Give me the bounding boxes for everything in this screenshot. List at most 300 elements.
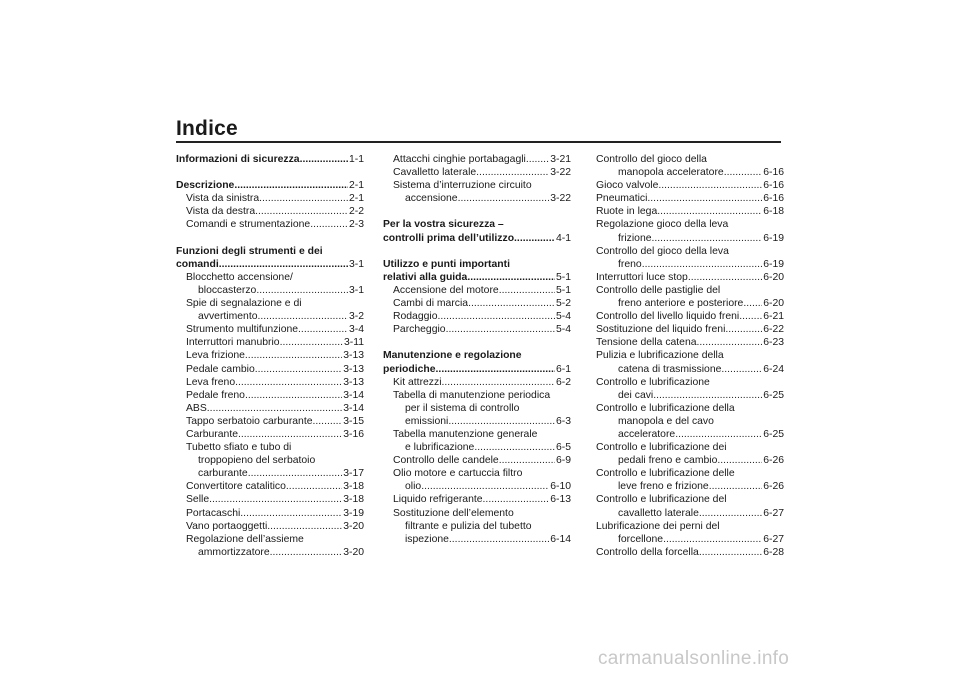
- toc-entry-title: Blocchetto accensione/: [186, 271, 293, 283]
- toc-page-number: 6-16: [763, 193, 784, 205]
- toc-page-number: 3-13: [343, 363, 364, 375]
- dot-leader: [663, 533, 762, 546]
- toc-entry-title: Regolazione dell’assieme: [186, 533, 304, 545]
- toc-entry[interactable]: [596, 205, 784, 218]
- toc-entry-title: Funzioni degli strumenti e dei: [176, 245, 323, 257]
- dot-leader: [699, 546, 762, 559]
- dot-leader: [248, 467, 343, 480]
- toc-entry-title: cavalletto laterale: [618, 507, 699, 519]
- page-title: Indice: [176, 117, 238, 140]
- toc-entry[interactable]: [176, 218, 364, 231]
- toc-section-entry[interactable]: [383, 271, 571, 284]
- toc-spacer: [383, 245, 571, 258]
- toc-entry-title: Comandi e strumentazione: [186, 219, 311, 231]
- toc-page-number: 3-18: [343, 481, 364, 493]
- toc-entry-title: Parcheggio: [393, 324, 446, 336]
- toc-section-entry[interactable]: [176, 258, 364, 271]
- toc-entry[interactable]: [383, 376, 571, 389]
- toc-entry[interactable]: [596, 376, 784, 389]
- toc-entry-title: Pedale cambio: [186, 363, 255, 375]
- toc-entry-title: ammortizzatore: [198, 546, 270, 558]
- toc-entry-title: filtrante e pulizia del tubetto: [405, 520, 532, 532]
- toc-entry-title: Attacchi cinghie portabagagli: [393, 154, 526, 165]
- toc-entry-title: frizione: [618, 232, 652, 244]
- toc-entry-title: Pneumatici: [596, 193, 648, 205]
- toc-entry[interactable]: [596, 153, 784, 166]
- dot-leader: [245, 389, 342, 402]
- toc-entry[interactable]: [176, 507, 364, 520]
- dot-leader: [725, 323, 762, 336]
- dot-leader: [446, 323, 555, 336]
- toc-spacer: [176, 232, 364, 245]
- toc-entry[interactable]: [176, 467, 364, 480]
- toc-entry-title: Tabella manutenzione generale: [393, 428, 538, 440]
- toc-entry[interactable]: [596, 363, 784, 376]
- toc-entry-title: Informazioni di sicurezza: [176, 154, 300, 165]
- toc-entry-title: Controllo della forcella: [596, 546, 699, 558]
- dot-leader: [658, 179, 762, 192]
- dot-leader: [442, 376, 555, 389]
- toc-entry-title: freno anteriore e posteriore: [618, 298, 744, 310]
- toc-entry-title: Sostituzione dell’elemento: [393, 507, 514, 519]
- toc-entry[interactable]: [596, 402, 784, 415]
- dot-leader: [449, 533, 549, 546]
- dot-leader: [721, 363, 762, 376]
- toc-entry-title: Selle: [186, 494, 210, 506]
- dot-leader: [653, 389, 762, 402]
- dot-leader: [257, 310, 347, 323]
- toc-page-number: 6-9: [555, 455, 571, 467]
- toc-entry-title: Pedale freno: [186, 389, 245, 401]
- toc-page-number: 3-14: [343, 389, 364, 401]
- toc-page-number: 3-15: [343, 415, 364, 427]
- toc-entry-title: Controllo del gioco della: [596, 154, 707, 165]
- dot-leader: [207, 402, 342, 415]
- toc-entry[interactable]: [596, 284, 784, 297]
- dot-leader: [280, 336, 343, 349]
- toc-entry-title: bloccasterzo: [198, 284, 257, 296]
- toc-entry-title: leve freno e frizione: [618, 481, 709, 493]
- toc-entry[interactable]: [176, 323, 364, 336]
- toc-entry[interactable]: [596, 493, 784, 506]
- toc-entry-title: Controllo del gioco della leva: [596, 245, 729, 257]
- toc-page-number: 6-16: [763, 180, 784, 192]
- dot-leader: [709, 480, 763, 493]
- toc-page-number: 6-18: [763, 206, 784, 218]
- toc-page-number: 3-19: [343, 507, 364, 519]
- toc-entry-title: Rodaggio: [393, 311, 438, 323]
- dot-leader: [642, 258, 763, 271]
- toc-entry-title: Carburante: [186, 428, 238, 440]
- toc-entry-title: Controllo e lubrificazione dei: [596, 442, 727, 454]
- toc-page-number: 6-16: [763, 167, 784, 179]
- toc-entry-title: Per la vostra sicurezza –: [383, 219, 504, 231]
- toc-entry-title: troppopieno del serbatoio: [198, 455, 316, 467]
- toc-entry[interactable]: [383, 507, 571, 520]
- toc-entry[interactable]: [596, 480, 784, 493]
- toc-page-number: 5-4: [555, 311, 571, 323]
- toc-entry-title: manopola e del cavo: [618, 415, 714, 427]
- toc-page-number: 3-13: [343, 350, 364, 362]
- toc-entry[interactable]: [176, 402, 364, 415]
- toc-entry[interactable]: [596, 323, 784, 336]
- toc-entry[interactable]: [176, 480, 364, 493]
- toc-entry-title: Tappo serbatoio carburante: [186, 415, 313, 427]
- toc-page-number: 6-2: [555, 376, 571, 388]
- toc-entry-title: Vista da sinistra: [186, 193, 260, 205]
- toc-entry-title: catena di trasmissione: [618, 363, 722, 375]
- toc-entry[interactable]: [383, 415, 571, 428]
- toc-spacer: [383, 205, 571, 218]
- toc-entry[interactable]: [383, 166, 571, 179]
- toc-page-number: 6-10: [550, 481, 571, 493]
- toc-section-entry[interactable]: [383, 218, 571, 231]
- toc-entry[interactable]: [383, 402, 571, 415]
- toc-entry-title: periodiche: [383, 363, 436, 375]
- toc-entry[interactable]: [596, 232, 784, 245]
- dot-leader: [235, 376, 342, 389]
- toc-page-number: 6-3: [555, 415, 571, 427]
- toc-entry-title: Ruote in lega: [596, 206, 658, 218]
- dot-leader: [310, 218, 348, 231]
- toc-entry-title: comandi: [176, 258, 219, 270]
- toc-entry-title: Controllo e lubrificazione del: [596, 494, 727, 506]
- toc-entry-title: Descrizione: [176, 180, 235, 192]
- toc-page-number: 6-25: [763, 428, 784, 440]
- toc-page-number: 2-3: [348, 219, 364, 231]
- toc-entry-title: Gioco valvole: [596, 180, 659, 192]
- toc-entry-title: Portacaschi: [186, 507, 241, 519]
- toc-entry-title: Tabella di manutenzione periodica: [393, 389, 551, 401]
- toc-section-entry[interactable]: [176, 153, 364, 166]
- toc-entry[interactable]: [596, 389, 784, 402]
- toc-page-number: 3-13: [343, 376, 364, 388]
- toc-entry-title: Leva frizione: [186, 350, 245, 362]
- toc-entry[interactable]: [383, 480, 571, 493]
- toc-entry[interactable]: [596, 349, 784, 362]
- toc-page-number: 6-19: [763, 232, 784, 244]
- toc-entry[interactable]: [176, 493, 364, 506]
- toc-section-entry[interactable]: [383, 349, 571, 362]
- dot-leader: [699, 507, 762, 520]
- toc-page-number: 6-28: [763, 546, 784, 558]
- toc-entry-title: Cavalletto laterale: [393, 167, 477, 179]
- toc-entry[interactable]: [176, 454, 364, 467]
- toc-page-number: 3-17: [343, 468, 364, 480]
- toc-page-number: 3-14: [343, 402, 364, 414]
- toc-entry-title: relativi alla guida: [383, 271, 468, 283]
- toc-entry[interactable]: [176, 428, 364, 441]
- toc-entry[interactable]: [176, 192, 364, 205]
- toc-page-number: 6-20: [763, 271, 784, 283]
- toc-entry[interactable]: [383, 389, 571, 402]
- toc-entry[interactable]: [383, 493, 571, 506]
- toc-page-number: 6-25: [763, 389, 784, 401]
- dot-leader: [313, 415, 343, 428]
- toc-page-number: 3-16: [343, 428, 364, 440]
- toc-page-number: 5-1: [555, 284, 571, 296]
- toc-entry-title: carburante: [198, 468, 248, 480]
- toc-page-number: 4-1: [555, 232, 571, 244]
- toc-entry[interactable]: [383, 179, 571, 192]
- toc-entry[interactable]: [383, 520, 571, 533]
- dot-leader: [245, 349, 342, 362]
- dot-leader: [438, 310, 555, 323]
- dot-leader: [234, 179, 348, 192]
- toc-page-number: 5-1: [555, 271, 571, 283]
- toc-entry[interactable]: [383, 323, 571, 336]
- toc-entry-title: pedali freno e cambio: [618, 455, 718, 467]
- toc-entry[interactable]: [176, 297, 364, 310]
- dot-leader: [448, 415, 555, 428]
- toc-entry-title: dei cavi: [618, 389, 654, 401]
- dot-leader: [458, 192, 550, 205]
- toc-entry[interactable]: [383, 310, 571, 323]
- toc-entry-title: Tensione della catena: [596, 337, 697, 349]
- toc-entry-title: Leva freno: [186, 376, 236, 388]
- dot-leader: [219, 258, 348, 271]
- toc-entry-title: e lubrificazione: [405, 442, 475, 454]
- toc-entry[interactable]: [596, 218, 784, 231]
- toc-section-entry[interactable]: [383, 232, 571, 245]
- toc-entry[interactable]: [596, 245, 784, 258]
- toc-entry[interactable]: [596, 533, 784, 546]
- dot-leader: [717, 454, 762, 467]
- toc-page-number: 3-4: [348, 324, 364, 336]
- toc-entry-title: accensione: [405, 193, 458, 205]
- toc-entry[interactable]: [176, 336, 364, 349]
- dot-leader: [743, 297, 762, 310]
- toc-entry[interactable]: [176, 310, 364, 323]
- toc-entry-title: ABS: [186, 402, 207, 414]
- toc-entry-title: Pulizia e lubrificazione della: [596, 350, 724, 362]
- toc-entry-title: Manutenzione e regolazione: [383, 350, 522, 362]
- toc-entry-title: Interruttori luce stop: [596, 271, 688, 283]
- toc-entry-title: Convertitore catalitico: [186, 481, 286, 493]
- dot-leader: [300, 153, 348, 166]
- toc-entry[interactable]: [596, 467, 784, 480]
- dot-leader: [270, 546, 343, 559]
- toc-entry-title: Utilizzo e punti importanti: [383, 258, 510, 270]
- dot-leader: [514, 232, 555, 245]
- dot-leader: [526, 153, 549, 166]
- toc-section-entry[interactable]: [383, 258, 571, 271]
- toc-section-entry[interactable]: [176, 179, 364, 192]
- toc-page-number: 6-22: [763, 324, 784, 336]
- toc-entry-title: controlli prima dell’utilizzo: [383, 232, 515, 244]
- toc-entry[interactable]: [176, 520, 364, 533]
- toc-page-number: 6-26: [763, 455, 784, 467]
- toc-entry[interactable]: [596, 310, 784, 323]
- dot-leader: [209, 493, 342, 506]
- toc-entry[interactable]: [176, 415, 364, 428]
- toc-entry-title: ispezione: [405, 533, 449, 545]
- toc-entry[interactable]: [596, 415, 784, 428]
- dot-leader: [675, 428, 762, 441]
- toc-page-number: 3-20: [343, 520, 364, 532]
- dot-leader: [688, 271, 762, 284]
- toc-page-number: 6-27: [763, 507, 784, 519]
- toc-entry[interactable]: [176, 205, 364, 218]
- toc-page-number: 3-11: [343, 337, 364, 349]
- toc-entry[interactable]: [383, 284, 571, 297]
- toc-entry-title: freno: [618, 258, 642, 270]
- toc-entry[interactable]: [596, 192, 784, 205]
- toc-entry-title: acceleratore: [618, 428, 676, 440]
- toc-page-number: 5-2: [555, 298, 571, 310]
- toc-column-3: [596, 153, 784, 559]
- dot-leader: [483, 493, 550, 506]
- toc-page-number: 6-1: [555, 363, 571, 375]
- toc-entry[interactable]: [176, 376, 364, 389]
- toc-page-number: 3-1: [348, 284, 364, 296]
- toc-entry-title: per il sistema di controllo: [405, 402, 520, 414]
- toc-page-number: 6-21: [763, 311, 784, 323]
- watermark: carmanualsonline.info: [598, 648, 790, 669]
- dot-leader: [499, 284, 555, 297]
- toc-entry[interactable]: [383, 467, 571, 480]
- toc-page-number: 3-18: [343, 494, 364, 506]
- toc-entry[interactable]: [176, 533, 364, 546]
- toc-spacer: [383, 336, 571, 349]
- toc-page-number: 6-5: [555, 442, 571, 454]
- dot-leader: [499, 454, 555, 467]
- toc-entry-title: Controllo delle candele: [393, 455, 499, 467]
- dot-leader: [256, 284, 348, 297]
- toc-entry-title: Controllo e lubrificazione: [596, 376, 710, 388]
- toc-entry[interactable]: [596, 271, 784, 284]
- dot-leader: [238, 428, 342, 441]
- toc-entry-title: emissioni: [405, 415, 449, 427]
- toc-entry-title: Kit attrezzi: [393, 376, 442, 388]
- dot-leader: [436, 363, 555, 376]
- toc-entry[interactable]: [596, 546, 784, 559]
- dot-leader: [657, 205, 762, 218]
- toc-entry[interactable]: [176, 271, 364, 284]
- toc-entry[interactable]: [176, 546, 364, 559]
- toc-entry-title: Regolazione gioco della leva: [596, 219, 729, 231]
- toc-entry[interactable]: [596, 507, 784, 520]
- toc-section-entry[interactable]: [176, 245, 364, 258]
- dot-leader: [255, 363, 342, 376]
- toc-entry[interactable]: [176, 363, 364, 376]
- toc-page-number: 3-22: [550, 193, 571, 205]
- toc-entry[interactable]: [596, 454, 784, 467]
- toc-entry-title: manopola acceleratore: [618, 167, 724, 179]
- toc-page-number: 5-4: [555, 324, 571, 336]
- toc-entry-title: Interruttori manubrio: [186, 337, 280, 349]
- dot-leader: [724, 166, 763, 179]
- toc-page-number: 2-2: [348, 206, 364, 218]
- toc-entry[interactable]: [383, 297, 571, 310]
- toc-entry-title: Controllo delle pastiglie del: [596, 284, 721, 296]
- toc-entry-title: Tubetto sfiato e tubo di: [186, 442, 292, 454]
- toc-entry-title: Controllo e lubrificazione della: [596, 402, 735, 414]
- toc-page-number: 3-22: [550, 167, 571, 179]
- toc-entry-title: Cambi di marcia: [393, 298, 469, 310]
- dot-leader: [259, 192, 348, 205]
- toc-entry[interactable]: [596, 520, 784, 533]
- toc-entry-title: Spie di segnalazione e di: [186, 298, 302, 310]
- toc-page-number: 3-2: [348, 311, 364, 323]
- toc-entry[interactable]: [383, 441, 571, 454]
- toc-entry[interactable]: [596, 441, 784, 454]
- toc-page-number: 3-1: [348, 258, 364, 270]
- dot-leader: [474, 441, 555, 454]
- toc-entry[interactable]: [176, 389, 364, 402]
- toc-spacer: [176, 166, 364, 179]
- dot-leader: [739, 310, 762, 323]
- toc-entry-title: Sostituzione del liquido freni: [596, 324, 726, 336]
- toc-entry[interactable]: [596, 166, 784, 179]
- dot-leader: [240, 507, 342, 520]
- toc-entry[interactable]: [596, 297, 784, 310]
- toc-section-entry[interactable]: [383, 363, 571, 376]
- toc-entry-title: Olio motore e cartuccia filtro: [393, 468, 523, 480]
- toc-column-1: [176, 153, 364, 559]
- toc-entry-title: avvertimento: [198, 311, 258, 323]
- toc-entry-title: Accensione del motore: [393, 284, 499, 296]
- toc-page-number: 1-1: [348, 154, 364, 165]
- toc-entry[interactable]: [383, 428, 571, 441]
- toc-page-number: 6-23: [763, 337, 784, 349]
- dot-leader: [647, 192, 762, 205]
- toc-entry-title: Lubrificazione dei perni del: [596, 520, 720, 532]
- toc-page-number: 2-1: [348, 180, 364, 192]
- title-rule: [176, 141, 781, 143]
- toc-page-number: 3-20: [343, 546, 364, 558]
- toc-page-number: 6-13: [550, 494, 571, 506]
- toc-entry-title: Liquido refrigerante: [393, 494, 483, 506]
- toc-entry[interactable]: [383, 192, 571, 205]
- dot-leader: [267, 520, 342, 533]
- toc-page-number: 6-19: [763, 258, 784, 270]
- dot-leader: [468, 297, 555, 310]
- toc-entry-title: Sistema d’interruzione circuito: [393, 180, 532, 192]
- toc-page-number: 6-14: [550, 533, 571, 545]
- dot-leader: [255, 205, 348, 218]
- toc-entry-title: olio: [405, 481, 422, 493]
- toc-entry[interactable]: [176, 349, 364, 362]
- toc-entry[interactable]: [596, 336, 784, 349]
- toc-entry-title: Vano portaoggetti: [186, 520, 268, 532]
- toc-entry[interactable]: [176, 441, 364, 454]
- toc-entry[interactable]: [383, 454, 571, 467]
- toc-page-number: 6-20: [763, 298, 784, 310]
- dot-leader: [421, 480, 549, 493]
- dot-leader: [298, 323, 348, 336]
- toc-entry[interactable]: [596, 179, 784, 192]
- dot-leader: [476, 166, 549, 179]
- toc-page-number: 6-27: [763, 533, 784, 545]
- toc-entry[interactable]: [176, 284, 364, 297]
- toc-entry[interactable]: [596, 258, 784, 271]
- toc-entry[interactable]: [596, 428, 784, 441]
- toc-entry-title: Controllo del livello liquido freni: [596, 311, 740, 323]
- toc-entry[interactable]: [383, 153, 571, 166]
- dot-leader: [652, 232, 763, 245]
- toc-entry-title: Vista da destra: [186, 206, 256, 218]
- toc-page-number: 3-21: [550, 154, 571, 165]
- toc-page-number: 6-24: [763, 363, 784, 375]
- toc-entry[interactable]: [383, 533, 571, 546]
- toc-page-number: 2-1: [348, 193, 364, 205]
- toc-page-number: 6-26: [763, 481, 784, 493]
- dot-leader: [286, 480, 342, 493]
- toc-column-2: [383, 153, 571, 546]
- dot-leader: [467, 271, 555, 284]
- dot-leader: [697, 336, 763, 349]
